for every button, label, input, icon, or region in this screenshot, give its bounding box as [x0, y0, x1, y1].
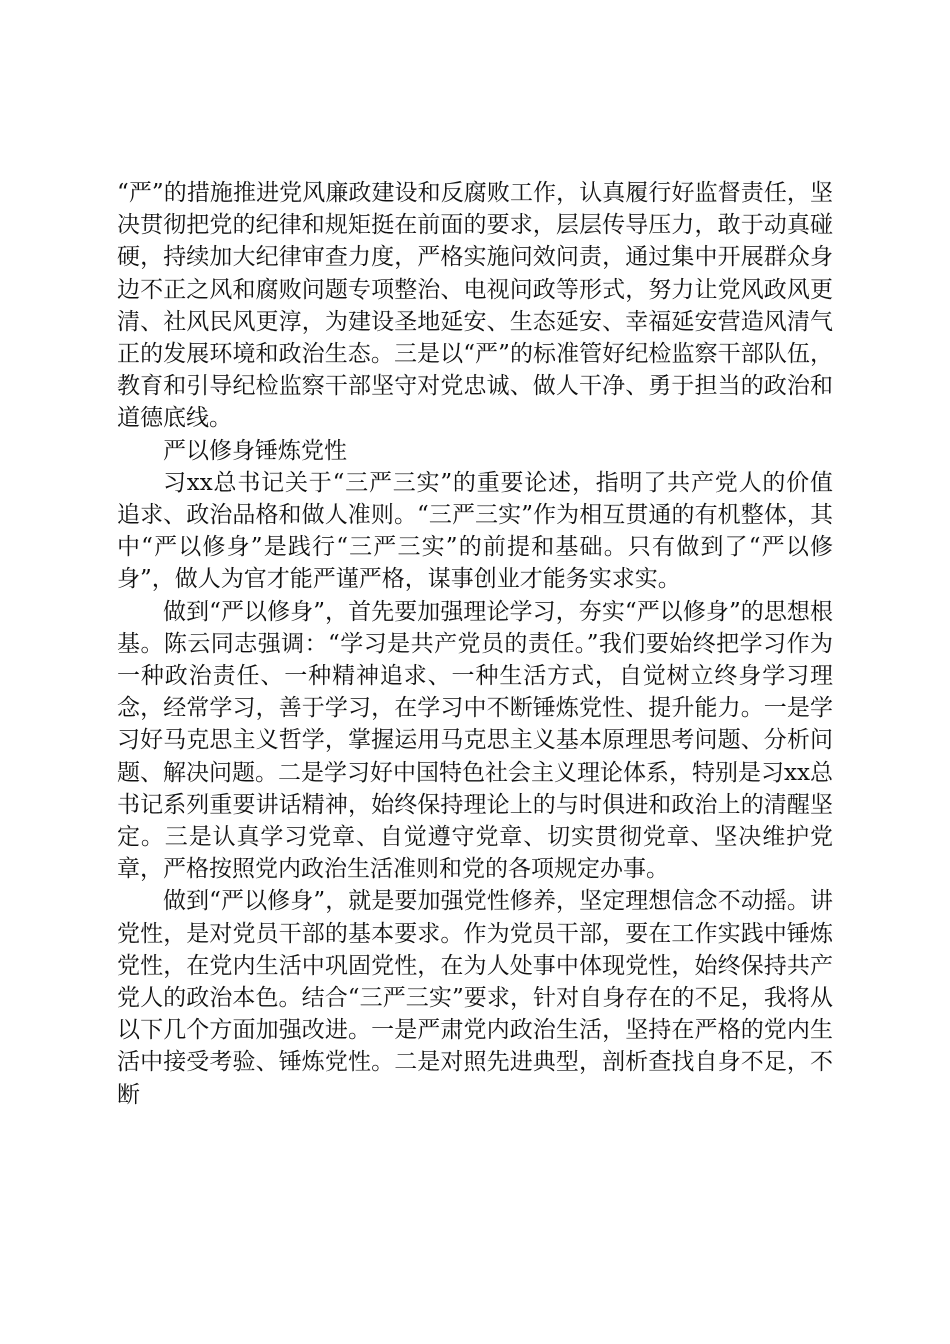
paragraph: 做到“严以修身”，就是要加强党性修养，坚定理想信念不动摇。讲党性，是对党员干部的基本要求。作为党员干部，要在工作实践中锤炼党性，在党内生活中巩固党性，在为人处事中体现党性，始终保持共产党人的政治本色。结合“三严三实”要求，针对自身存在的不足，我将从以下几个方面加强改进。一是严肃党内政治生活，坚持在严格的党内生活中接受考验、锤炼党性。二是对照先进典型，剖析查找自身不足，不断 — [117, 888, 833, 1108]
paragraph-continued: “严”的措施推进党风廉政建设和反腐败工作，认真履行好监督责任，坚决贯彻把党的纪律和规矩挺在前面的要求，层层传导压力，敢于动真碰硬，持续加大纪律审查力度，严格实施问效问责，通过集中开展群众身边不正之风和腐败问题专项整治、电视问政等形式，努力让党风政风更清、社风民风更淳，为建设圣地延安、生态延安、幸福延安营造风清气正的发展环境和政治生态。三是以“严”的标准管好纪检监察干部队伍，教育和引导纪检监察干部坚守对党忠诚、做人干净、勇于担当的政治和道德底线。 — [117, 180, 833, 432]
paragraph: 习xx总书记关于“三严三实”的重要论述，指明了共产党人的价值追求、政治品格和做人准则。“三严三实”作为相互贯通的有机整体，其中“严以修身”是践行“三严三实”的前提和基础。只有做到了“严以修身”，做人为官才能严谨严格，谋事创业才能务实求实。 — [117, 469, 833, 593]
document-body — [117, 177, 833, 1111]
section-heading: 严以修身锤炼党性 — [163, 437, 347, 464]
paragraph: 做到“严以修身”，首先要加强理论学习，夯实“严以修身”的思想根基。陈云同志强调：“学习是共产党员的责任。”我们要始终把学习作为一种政治责任、一种精神追求、一种生活方式，自觉树立终身学习理念，经常学习，善于学习，在学习中不断锤炼党性、提升能力。一是学习好马克思主义哲学，掌握运用马克思主义基本原理思考问题、分析问题、解决问题。二是学习好中国特色社会主义理论体系，特别是习xx总书记系列重要讲话精神，始终保持理论上的与时俱进和政治上的清醒坚定。三是认真学习党章、自觉遵守党章、切实贯彻党章、坚决维护党章，严格按照党内政治生活准则和党的各项规定办事。 — [117, 598, 833, 883]
